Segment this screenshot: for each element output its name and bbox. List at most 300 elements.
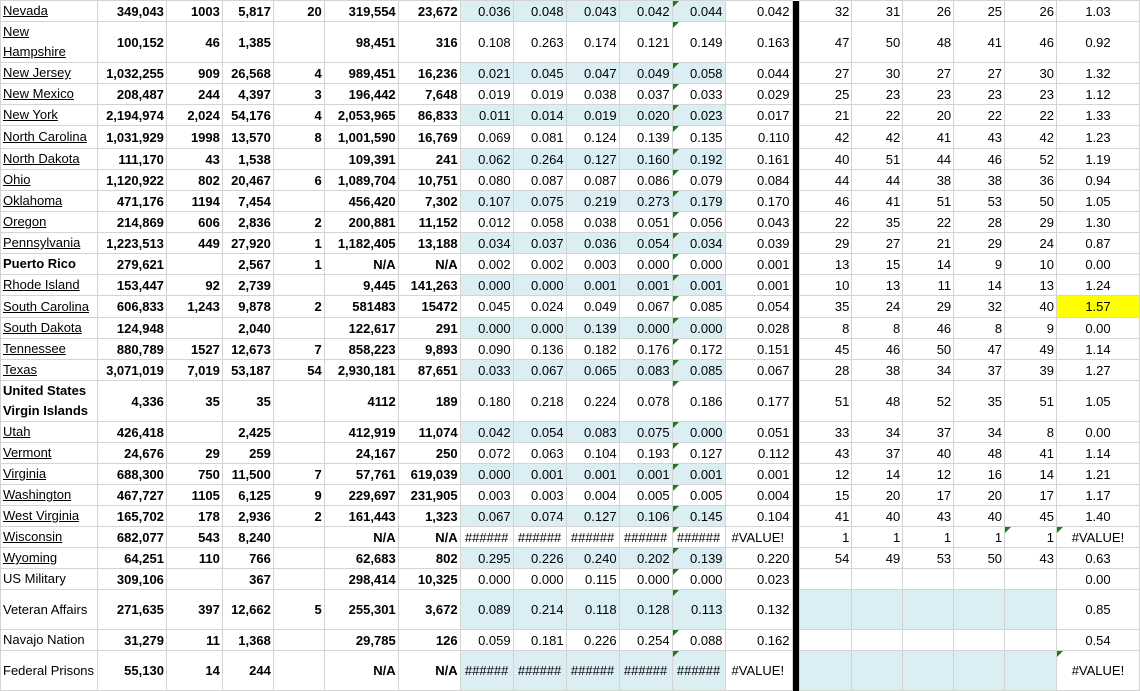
ratio-cell[interactable]: [672, 527, 725, 548]
ratio-cell[interactable]: [566, 170, 619, 191]
rank-cell[interactable]: [800, 527, 852, 548]
count-e-cell[interactable]: [398, 506, 460, 527]
total-cell[interactable]: [97, 464, 166, 485]
rank-cell[interactable]: [852, 651, 903, 691]
average-cell[interactable]: [725, 126, 792, 149]
row-name-cell[interactable]: [1, 590, 98, 630]
average-cell[interactable]: [725, 569, 792, 590]
total-cell[interactable]: [97, 126, 166, 149]
count-d-cell[interactable]: [324, 275, 398, 296]
ratio-cell[interactable]: [460, 275, 513, 296]
ratio-cell[interactable]: [513, 422, 566, 443]
rank-cell[interactable]: [800, 360, 852, 381]
rank-cell[interactable]: [903, 464, 954, 485]
count-a-cell[interactable]: [166, 485, 222, 506]
ratio-cell[interactable]: [460, 296, 513, 318]
rank-cell[interactable]: [852, 569, 903, 590]
count-a-cell[interactable]: [166, 275, 222, 296]
ratio-cell[interactable]: [513, 84, 566, 105]
count-b-cell[interactable]: [222, 381, 273, 422]
count-e-cell[interactable]: [398, 318, 460, 339]
ratio-cell[interactable]: [672, 506, 725, 527]
rank-cell[interactable]: [903, 381, 954, 422]
rank-cell[interactable]: [852, 590, 903, 630]
count-c-cell[interactable]: [273, 191, 324, 212]
count-b-cell[interactable]: [222, 275, 273, 296]
count-a-cell[interactable]: [166, 63, 222, 84]
count-d-cell[interactable]: [324, 422, 398, 443]
rank-cell[interactable]: [954, 381, 1005, 422]
ratio-cell[interactable]: [460, 63, 513, 84]
ratio-cell[interactable]: [460, 381, 513, 422]
ratio-cell[interactable]: [619, 360, 672, 381]
count-c-cell[interactable]: [273, 569, 324, 590]
row-name-cell[interactable]: [1, 126, 98, 149]
rank-cell[interactable]: [954, 149, 1005, 170]
total-cell[interactable]: [97, 381, 166, 422]
row-name-cell[interactable]: [1, 22, 98, 63]
rank-cell[interactable]: [954, 233, 1005, 254]
count-e-cell[interactable]: [398, 464, 460, 485]
rank-cell[interactable]: [954, 464, 1005, 485]
count-d-cell[interactable]: [324, 339, 398, 360]
ratio-cell[interactable]: [672, 22, 725, 63]
index-cell[interactable]: [1056, 275, 1139, 296]
ratio-cell[interactable]: [513, 233, 566, 254]
rank-cell[interactable]: [1005, 1, 1057, 22]
count-c-cell[interactable]: [273, 464, 324, 485]
count-a-cell[interactable]: [166, 84, 222, 105]
average-cell[interactable]: [725, 22, 792, 63]
count-c-cell[interactable]: [273, 126, 324, 149]
ratio-cell[interactable]: [460, 527, 513, 548]
count-c-cell[interactable]: [273, 548, 324, 569]
count-c-cell[interactable]: [273, 381, 324, 422]
rank-cell[interactable]: [800, 506, 852, 527]
rank-cell[interactable]: [1005, 381, 1057, 422]
count-c-cell[interactable]: [273, 22, 324, 63]
ratio-cell[interactable]: [566, 506, 619, 527]
count-e-cell[interactable]: [398, 105, 460, 126]
rank-cell[interactable]: [800, 212, 852, 233]
rank-cell[interactable]: [1005, 254, 1057, 275]
ratio-cell[interactable]: [672, 485, 725, 506]
rank-cell[interactable]: [903, 275, 954, 296]
index-cell[interactable]: [1056, 233, 1139, 254]
rank-cell[interactable]: [1005, 191, 1057, 212]
rank-cell[interactable]: [852, 105, 903, 126]
ratio-cell[interactable]: [460, 1, 513, 22]
total-cell[interactable]: [97, 360, 166, 381]
count-b-cell[interactable]: [222, 233, 273, 254]
row-name-cell[interactable]: [1, 233, 98, 254]
ratio-cell[interactable]: [513, 105, 566, 126]
count-d-cell[interactable]: [324, 105, 398, 126]
count-d-cell[interactable]: [324, 590, 398, 630]
rank-cell[interactable]: [954, 296, 1005, 318]
rank-cell[interactable]: [903, 105, 954, 126]
row-name-cell[interactable]: [1, 212, 98, 233]
count-d-cell[interactable]: [324, 149, 398, 170]
count-a-cell[interactable]: [166, 569, 222, 590]
ratio-cell[interactable]: [619, 527, 672, 548]
ratio-cell[interactable]: [619, 651, 672, 691]
row-name-cell[interactable]: [1, 254, 98, 275]
ratio-cell[interactable]: [566, 275, 619, 296]
count-b-cell[interactable]: [222, 149, 273, 170]
index-cell[interactable]: [1056, 212, 1139, 233]
row-name-cell[interactable]: [1, 651, 98, 691]
index-cell[interactable]: [1056, 527, 1139, 548]
count-d-cell[interactable]: [324, 443, 398, 464]
rank-cell[interactable]: [800, 630, 852, 651]
rank-cell[interactable]: [800, 191, 852, 212]
ratio-cell[interactable]: [460, 191, 513, 212]
average-cell[interactable]: [725, 1, 792, 22]
rank-cell[interactable]: [852, 22, 903, 63]
count-a-cell[interactable]: [166, 1, 222, 22]
ratio-cell[interactable]: [566, 84, 619, 105]
total-cell[interactable]: [97, 630, 166, 651]
count-b-cell[interactable]: [222, 590, 273, 630]
count-c-cell[interactable]: [273, 506, 324, 527]
index-cell[interactable]: [1056, 105, 1139, 126]
rank-cell[interactable]: [800, 318, 852, 339]
total-cell[interactable]: [97, 105, 166, 126]
index-cell[interactable]: [1056, 22, 1139, 63]
count-e-cell[interactable]: [398, 381, 460, 422]
ratio-cell[interactable]: [460, 548, 513, 569]
rank-cell[interactable]: [1005, 360, 1057, 381]
ratio-cell[interactable]: [566, 527, 619, 548]
rank-cell[interactable]: [852, 464, 903, 485]
rank-cell[interactable]: [1005, 422, 1057, 443]
rank-cell[interactable]: [954, 126, 1005, 149]
ratio-cell[interactable]: [566, 233, 619, 254]
count-a-cell[interactable]: [166, 126, 222, 149]
count-b-cell[interactable]: [222, 318, 273, 339]
rank-cell[interactable]: [954, 105, 1005, 126]
rank-cell[interactable]: [1005, 527, 1057, 548]
ratio-cell[interactable]: [672, 651, 725, 691]
count-e-cell[interactable]: [398, 590, 460, 630]
ratio-cell[interactable]: [566, 569, 619, 590]
ratio-cell[interactable]: [566, 126, 619, 149]
ratio-cell[interactable]: [566, 422, 619, 443]
count-c-cell[interactable]: [273, 590, 324, 630]
count-c-cell[interactable]: [273, 254, 324, 275]
row-name-cell[interactable]: [1, 84, 98, 105]
ratio-cell[interactable]: [460, 212, 513, 233]
ratio-cell[interactable]: [513, 527, 566, 548]
count-b-cell[interactable]: [222, 443, 273, 464]
total-cell[interactable]: [97, 63, 166, 84]
ratio-cell[interactable]: [672, 422, 725, 443]
rank-cell[interactable]: [1005, 212, 1057, 233]
rank-cell[interactable]: [954, 506, 1005, 527]
total-cell[interactable]: [97, 84, 166, 105]
count-c-cell[interactable]: [273, 485, 324, 506]
rank-cell[interactable]: [903, 548, 954, 569]
index-cell[interactable]: [1056, 1, 1139, 22]
count-a-cell[interactable]: [166, 506, 222, 527]
row-name-cell[interactable]: [1, 422, 98, 443]
count-a-cell[interactable]: [166, 233, 222, 254]
count-c-cell[interactable]: [273, 1, 324, 22]
ratio-cell[interactable]: [566, 22, 619, 63]
rank-cell[interactable]: [903, 339, 954, 360]
index-cell[interactable]: [1056, 318, 1139, 339]
rank-cell[interactable]: [903, 22, 954, 63]
rank-cell[interactable]: [852, 191, 903, 212]
ratio-cell[interactable]: [566, 443, 619, 464]
ratio-cell[interactable]: [513, 296, 566, 318]
row-name-cell[interactable]: [1, 149, 98, 170]
count-d-cell[interactable]: [324, 170, 398, 191]
ratio-cell[interactable]: [513, 22, 566, 63]
count-e-cell[interactable]: [398, 360, 460, 381]
ratio-cell[interactable]: [619, 569, 672, 590]
ratio-cell[interactable]: [619, 630, 672, 651]
count-b-cell[interactable]: [222, 1, 273, 22]
ratio-cell[interactable]: [566, 191, 619, 212]
count-a-cell[interactable]: [166, 149, 222, 170]
ratio-cell[interactable]: [619, 318, 672, 339]
average-cell[interactable]: [725, 422, 792, 443]
count-a-cell[interactable]: [166, 318, 222, 339]
ratio-cell[interactable]: [672, 254, 725, 275]
rank-cell[interactable]: [800, 233, 852, 254]
index-cell[interactable]: [1056, 590, 1139, 630]
ratio-cell[interactable]: [460, 233, 513, 254]
rank-cell[interactable]: [954, 191, 1005, 212]
rank-cell[interactable]: [903, 485, 954, 506]
ratio-cell[interactable]: [566, 149, 619, 170]
total-cell[interactable]: [97, 548, 166, 569]
average-cell[interactable]: [725, 590, 792, 630]
count-d-cell[interactable]: [324, 22, 398, 63]
rank-cell[interactable]: [800, 275, 852, 296]
count-e-cell[interactable]: [398, 527, 460, 548]
ratio-cell[interactable]: [566, 630, 619, 651]
rank-cell[interactable]: [852, 422, 903, 443]
count-b-cell[interactable]: [222, 126, 273, 149]
index-cell[interactable]: [1056, 548, 1139, 569]
count-a-cell[interactable]: [166, 296, 222, 318]
rank-cell[interactable]: [903, 590, 954, 630]
average-cell[interactable]: [725, 651, 792, 691]
rank-cell[interactable]: [1005, 569, 1057, 590]
ratio-cell[interactable]: [672, 296, 725, 318]
total-cell[interactable]: [97, 212, 166, 233]
count-d-cell[interactable]: [324, 527, 398, 548]
ratio-cell[interactable]: [619, 170, 672, 191]
rank-cell[interactable]: [903, 84, 954, 105]
count-c-cell[interactable]: [273, 527, 324, 548]
rank-cell[interactable]: [954, 485, 1005, 506]
index-cell[interactable]: [1056, 422, 1139, 443]
ratio-cell[interactable]: [513, 651, 566, 691]
ratio-cell[interactable]: [513, 569, 566, 590]
rank-cell[interactable]: [1005, 296, 1057, 318]
rank-cell[interactable]: [1005, 126, 1057, 149]
count-c-cell[interactable]: [273, 339, 324, 360]
ratio-cell[interactable]: [513, 443, 566, 464]
ratio-cell[interactable]: [460, 126, 513, 149]
ratio-cell[interactable]: [566, 360, 619, 381]
rank-cell[interactable]: [1005, 506, 1057, 527]
count-a-cell[interactable]: [166, 191, 222, 212]
rank-cell[interactable]: [954, 84, 1005, 105]
ratio-cell[interactable]: [672, 126, 725, 149]
rank-cell[interactable]: [903, 1, 954, 22]
rank-cell[interactable]: [800, 422, 852, 443]
ratio-cell[interactable]: [619, 381, 672, 422]
ratio-cell[interactable]: [672, 548, 725, 569]
ratio-cell[interactable]: [460, 590, 513, 630]
count-a-cell[interactable]: [166, 464, 222, 485]
ratio-cell[interactable]: [619, 548, 672, 569]
rank-cell[interactable]: [954, 318, 1005, 339]
ratio-cell[interactable]: [460, 339, 513, 360]
row-name-cell[interactable]: [1, 105, 98, 126]
average-cell[interactable]: [725, 360, 792, 381]
count-d-cell[interactable]: [324, 84, 398, 105]
rank-cell[interactable]: [903, 296, 954, 318]
row-name-cell[interactable]: [1, 1, 98, 22]
ratio-cell[interactable]: [672, 464, 725, 485]
rank-cell[interactable]: [1005, 485, 1057, 506]
count-e-cell[interactable]: [398, 84, 460, 105]
rank-cell[interactable]: [800, 63, 852, 84]
ratio-cell[interactable]: [619, 590, 672, 630]
index-cell[interactable]: [1056, 569, 1139, 590]
count-a-cell[interactable]: [166, 443, 222, 464]
ratio-cell[interactable]: [566, 651, 619, 691]
rank-cell[interactable]: [1005, 63, 1057, 84]
total-cell[interactable]: [97, 149, 166, 170]
rank-cell[interactable]: [852, 254, 903, 275]
ratio-cell[interactable]: [460, 84, 513, 105]
ratio-cell[interactable]: [513, 254, 566, 275]
average-cell[interactable]: [725, 296, 792, 318]
ratio-cell[interactable]: [566, 381, 619, 422]
count-d-cell[interactable]: [324, 464, 398, 485]
row-name-cell[interactable]: [1, 630, 98, 651]
count-a-cell[interactable]: [166, 170, 222, 191]
ratio-cell[interactable]: [672, 212, 725, 233]
rank-cell[interactable]: [903, 422, 954, 443]
index-cell[interactable]: [1056, 630, 1139, 651]
ratio-cell[interactable]: [566, 339, 619, 360]
ratio-cell[interactable]: [460, 318, 513, 339]
ratio-cell[interactable]: [672, 630, 725, 651]
ratio-cell[interactable]: [513, 63, 566, 84]
rank-cell[interactable]: [954, 212, 1005, 233]
rank-cell[interactable]: [1005, 105, 1057, 126]
rank-cell[interactable]: [954, 422, 1005, 443]
count-d-cell[interactable]: [324, 630, 398, 651]
index-cell[interactable]: [1056, 360, 1139, 381]
row-name-cell[interactable]: [1, 275, 98, 296]
count-b-cell[interactable]: [222, 485, 273, 506]
ratio-cell[interactable]: [619, 63, 672, 84]
rank-cell[interactable]: [954, 254, 1005, 275]
total-cell[interactable]: [97, 170, 166, 191]
average-cell[interactable]: [725, 170, 792, 191]
ratio-cell[interactable]: [672, 170, 725, 191]
ratio-cell[interactable]: [460, 254, 513, 275]
ratio-cell[interactable]: [513, 149, 566, 170]
ratio-cell[interactable]: [619, 464, 672, 485]
average-cell[interactable]: [725, 548, 792, 569]
count-e-cell[interactable]: [398, 191, 460, 212]
rank-cell[interactable]: [852, 339, 903, 360]
ratio-cell[interactable]: [460, 464, 513, 485]
count-d-cell[interactable]: [324, 233, 398, 254]
average-cell[interactable]: [725, 105, 792, 126]
total-cell[interactable]: [97, 22, 166, 63]
total-cell[interactable]: [97, 296, 166, 318]
ratio-cell[interactable]: [672, 275, 725, 296]
count-a-cell[interactable]: [166, 548, 222, 569]
index-cell[interactable]: [1056, 381, 1139, 422]
count-c-cell[interactable]: [273, 630, 324, 651]
rank-cell[interactable]: [903, 630, 954, 651]
rank-cell[interactable]: [903, 254, 954, 275]
rank-cell[interactable]: [800, 548, 852, 569]
row-name-cell[interactable]: [1, 506, 98, 527]
count-b-cell[interactable]: [222, 212, 273, 233]
rank-cell[interactable]: [852, 443, 903, 464]
index-cell[interactable]: [1056, 63, 1139, 84]
rank-cell[interactable]: [800, 339, 852, 360]
count-b-cell[interactable]: [222, 360, 273, 381]
rank-cell[interactable]: [852, 360, 903, 381]
count-d-cell[interactable]: [324, 506, 398, 527]
count-c-cell[interactable]: [273, 149, 324, 170]
count-e-cell[interactable]: [398, 630, 460, 651]
ratio-cell[interactable]: [672, 105, 725, 126]
total-cell[interactable]: [97, 590, 166, 630]
ratio-cell[interactable]: [513, 590, 566, 630]
rank-cell[interactable]: [903, 233, 954, 254]
ratio-cell[interactable]: [619, 506, 672, 527]
total-cell[interactable]: [97, 339, 166, 360]
count-c-cell[interactable]: [273, 105, 324, 126]
average-cell[interactable]: [725, 275, 792, 296]
ratio-cell[interactable]: [513, 318, 566, 339]
count-e-cell[interactable]: [398, 254, 460, 275]
rank-cell[interactable]: [954, 548, 1005, 569]
rank-cell[interactable]: [800, 126, 852, 149]
count-d-cell[interactable]: [324, 318, 398, 339]
count-e-cell[interactable]: [398, 233, 460, 254]
rank-cell[interactable]: [1005, 651, 1057, 691]
count-a-cell[interactable]: [166, 22, 222, 63]
rank-cell[interactable]: [903, 360, 954, 381]
count-e-cell[interactable]: [398, 443, 460, 464]
rank-cell[interactable]: [954, 360, 1005, 381]
ratio-cell[interactable]: [672, 318, 725, 339]
rank-cell[interactable]: [903, 63, 954, 84]
rank-cell[interactable]: [800, 22, 852, 63]
count-a-cell[interactable]: [166, 651, 222, 691]
ratio-cell[interactable]: [513, 381, 566, 422]
average-cell[interactable]: [725, 212, 792, 233]
ratio-cell[interactable]: [513, 275, 566, 296]
rank-cell[interactable]: [954, 569, 1005, 590]
